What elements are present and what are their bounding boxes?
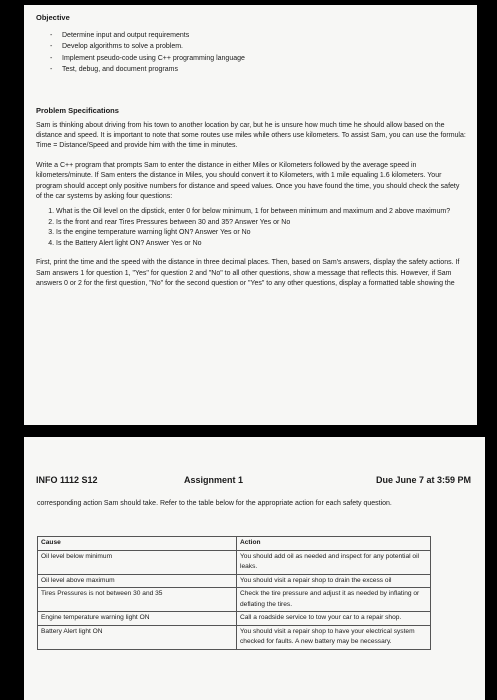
objective-item: - Implement pseudo-code using C++ programming language [50, 53, 467, 64]
safety-question: 1. What is the Oil level on the dipstick, enter 0 for below minimum, 1 for between minimum and maximum and 2 above maximum? [56, 207, 467, 217]
table-header-cause: Cause [38, 537, 237, 551]
table-row [38, 550, 431, 574]
objective-item: - Determine input and output requirements [50, 30, 467, 41]
page2-paragraph: corresponding action Sam should take. Refer to the table below for the appropriate action for each safety question. [37, 500, 392, 507]
table-row [38, 625, 431, 649]
table-cell-action: You should visit a repair shop to drain the excess oil [237, 574, 431, 588]
table-cell-action: You should visit a repair shop to have your electrical system checked for faults. A new battery may be necessary. [237, 625, 431, 649]
table-cell-cause: Tires Pressures is not between 30 and 35 [38, 588, 237, 612]
table-header-row [38, 537, 431, 551]
safety-questions-list [36, 207, 467, 249]
table-row [38, 588, 431, 612]
document-page-1 [24, 5, 477, 425]
table-header-action: Action [237, 537, 431, 551]
table-cell-cause: Oil level above maximum [38, 574, 237, 588]
table-cell-cause: Engine temperature warning light ON [38, 612, 237, 626]
safety-question: 4. Is the Battery Alert light ON? Answer Yes or No [56, 239, 467, 249]
safety-question: 3. Is the engine temperature warning light ON? Answer Yes or No [56, 228, 467, 238]
course-code: INFO 1112 S12 [36, 475, 98, 485]
table-cell-cause: Oil level below minimum [38, 550, 237, 574]
safety-action-table [37, 536, 431, 650]
table-row [38, 574, 431, 588]
table-cell-action: Call a roadside service to tow your car to a repair shop. [237, 612, 431, 626]
assignment-header [36, 475, 471, 489]
objective-item: - Develop algorithms to solve a problem. [50, 41, 467, 52]
problem-paragraph-2: Write a C++ program that prompts Sam to enter the distance in either Miles or Kilometers followed by the average speed in kilometers/minute. If Sam enters the distance in Miles, you should convert it to Kilometers, with 1 mile equaling 1.6 kilometers. Your program should accept only positive numbers for distance and speed values. Once you have found the time, you should check the safety of the car systems by asking four questions: [36, 161, 460, 201]
table-row [38, 612, 431, 626]
objective-heading: Objective [36, 13, 70, 22]
due-date: Due June 7 at 3:59 PM [375, 475, 471, 485]
problem-paragraph-1: Sam is thinking about driving from his town to another location by car, but he is unsure how much time he should allow based on the distance and speed. It is important to note that some routes use miles while others use kilometers. To assist Sam, you can use the formula: Time = Distance/Speed and provide him with the time in minutes. [36, 121, 466, 150]
problem-paragraph-3: First, print the time and the speed with the distance in three decimal places. Then, based on Sam's answers, display the safety actions. If Sam answers 1 for question 1, "Yes" for question 2 and "No" to all other questions, show a message that reflects this. However, if Sam answers 0 or 2 for the first question, "No" for the second question or "Yes" to any other questions, display a formatted table showing the [36, 259, 460, 287]
objective-list [36, 30, 467, 76]
assignment-title: Assignment 1 [184, 475, 244, 485]
table-cell-action: Check the tire pressure and adjust it as needed by inflating or deflating the tires. [237, 588, 431, 612]
table-cell-cause: Battery Alert light ON [38, 625, 237, 649]
table-cell-action: You should add oil as needed and inspect for any potential oil leaks. [237, 550, 431, 574]
document-page-2 [24, 437, 485, 700]
problem-heading: Problem Specifications [36, 105, 119, 115]
safety-question: 2. Is the front and rear Tires Pressures between 30 and 35? Answer Yes or No [56, 218, 467, 228]
objective-item: - Test, debug, and document programs [50, 64, 467, 75]
